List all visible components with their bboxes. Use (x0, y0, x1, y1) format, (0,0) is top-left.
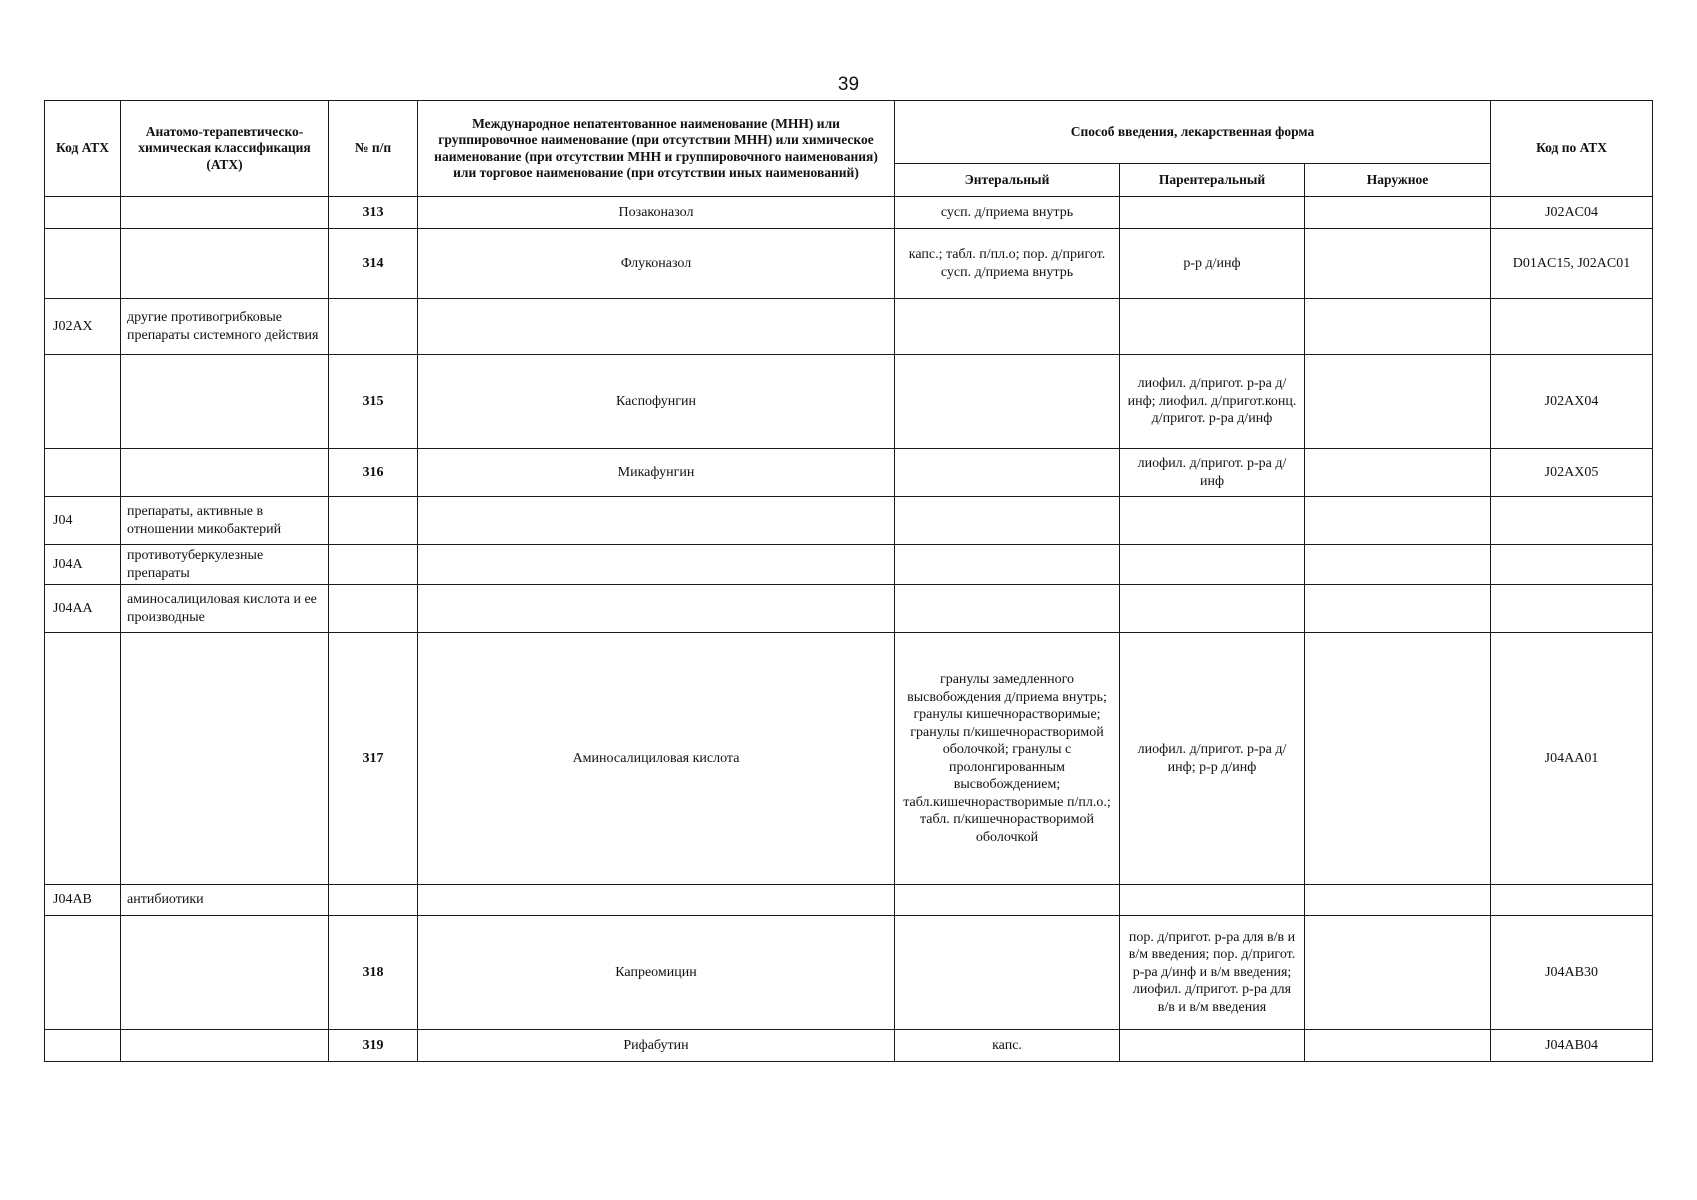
cell-code-atx: J02AX (45, 299, 121, 355)
header-classification: Анатомо-терапевтическо-химическая классификация (АТХ) (121, 101, 329, 197)
cell-atx-code (1491, 545, 1653, 585)
cell-atx-code: J02AX04 (1491, 355, 1653, 449)
cell-drug-name (418, 885, 895, 916)
cell-drug-name: Капреомицин (418, 916, 895, 1030)
cell-number (329, 585, 418, 633)
table-row (45, 229, 1653, 299)
table-row (45, 633, 1653, 885)
cell-number (329, 497, 418, 545)
table-row (45, 545, 1653, 585)
cell-drug-name (418, 497, 895, 545)
header-code-atx: Код АТХ (45, 101, 121, 197)
cell-code-atx (45, 1030, 121, 1062)
cell-classification (121, 229, 329, 299)
table-row (45, 197, 1653, 229)
cell-atx-code: J04AB30 (1491, 916, 1653, 1030)
cell-enteral (895, 497, 1120, 545)
drug-table (44, 100, 1653, 1062)
table-row (45, 299, 1653, 355)
cell-parenteral (1120, 299, 1305, 355)
cell-parenteral (1120, 1030, 1305, 1062)
cell-parenteral: лиофил. д/пригот. р-ра д/инф; лиофил. д/пригот.конц. д/пригот. р-ра д/инф (1120, 355, 1305, 449)
cell-topical (1305, 299, 1491, 355)
cell-code-atx (45, 449, 121, 497)
cell-code-atx (45, 633, 121, 885)
cell-number: 318 (329, 916, 418, 1030)
cell-enteral: капс. (895, 1030, 1120, 1062)
header-route: Способ введения, лекарственная форма (895, 101, 1491, 164)
cell-topical (1305, 355, 1491, 449)
cell-parenteral (1120, 585, 1305, 633)
header-topical: Наружное (1305, 164, 1491, 197)
cell-topical (1305, 497, 1491, 545)
table-header (45, 101, 1653, 197)
cell-number: 313 (329, 197, 418, 229)
cell-number (329, 299, 418, 355)
cell-classification: другие противогрибковые препараты системного действия (121, 299, 329, 355)
cell-parenteral (1120, 885, 1305, 916)
cell-drug-name: Микафунгин (418, 449, 895, 497)
cell-classification (121, 1030, 329, 1062)
table-row (45, 885, 1653, 916)
cell-enteral (895, 355, 1120, 449)
cell-atx-code (1491, 585, 1653, 633)
cell-number: 319 (329, 1030, 418, 1062)
cell-drug-name: Флуконазол (418, 229, 895, 299)
cell-topical (1305, 633, 1491, 885)
cell-topical (1305, 197, 1491, 229)
cell-number (329, 545, 418, 585)
cell-topical (1305, 1030, 1491, 1062)
cell-code-atx (45, 197, 121, 229)
table-row (45, 1030, 1653, 1062)
cell-code-atx (45, 916, 121, 1030)
cell-atx-code: J04AB04 (1491, 1030, 1653, 1062)
cell-classification (121, 449, 329, 497)
table-row (45, 355, 1653, 449)
cell-atx-code: D01AC15, J02AC01 (1491, 229, 1653, 299)
table-body (45, 197, 1653, 1062)
cell-drug-name: Позаконазол (418, 197, 895, 229)
cell-topical (1305, 449, 1491, 497)
cell-enteral: гранулы замедленного высвобождения д/приема внутрь; гранулы кишечнорастворимые; гранулы п/кишечнорастворимой оболочкой; гранулы с пролонгированным высвобождением; табл.кишечнорастворимые п/пл.о.; табл. п/кишечнорастворимой оболочкой (895, 633, 1120, 885)
table-row (45, 916, 1653, 1030)
cell-classification (121, 355, 329, 449)
cell-drug-name (418, 585, 895, 633)
cell-parenteral (1120, 497, 1305, 545)
cell-number: 314 (329, 229, 418, 299)
cell-code-atx: J04 (45, 497, 121, 545)
cell-classification (121, 633, 329, 885)
cell-enteral: капс.; табл. п/пл.о; пор. д/пригот. сусп. д/приема внутрь (895, 229, 1120, 299)
cell-parenteral: лиофил. д/пригот. р-ра д/инф; р-р д/инф (1120, 633, 1305, 885)
cell-drug-name (418, 545, 895, 585)
cell-drug-name: Каспофунгин (418, 355, 895, 449)
cell-enteral (895, 449, 1120, 497)
header-parenteral: Парентеральный (1120, 164, 1305, 197)
header-atx-code: Код по АТХ (1491, 101, 1653, 197)
cell-topical (1305, 229, 1491, 299)
cell-number (329, 885, 418, 916)
table-row (45, 449, 1653, 497)
cell-enteral (895, 299, 1120, 355)
cell-parenteral (1120, 545, 1305, 585)
cell-code-atx (45, 229, 121, 299)
cell-parenteral: р-р д/инф (1120, 229, 1305, 299)
cell-drug-name: Рифабутин (418, 1030, 895, 1062)
cell-atx-code: J02AX05 (1491, 449, 1653, 497)
cell-code-atx: J04A (45, 545, 121, 585)
cell-topical (1305, 585, 1491, 633)
cell-classification: антибиотики (121, 885, 329, 916)
cell-number: 315 (329, 355, 418, 449)
cell-parenteral: лиофил. д/пригот. р-ра д/инф (1120, 449, 1305, 497)
cell-classification (121, 197, 329, 229)
cell-atx-code: J02AC04 (1491, 197, 1653, 229)
header-number: № п/п (329, 101, 418, 197)
cell-code-atx: J04AA (45, 585, 121, 633)
cell-atx-code (1491, 299, 1653, 355)
cell-drug-name: Аминосалициловая кислота (418, 633, 895, 885)
cell-atx-code (1491, 497, 1653, 545)
cell-code-atx (45, 355, 121, 449)
cell-code-atx: J04AB (45, 885, 121, 916)
cell-topical (1305, 885, 1491, 916)
cell-classification: противотуберкулезные препараты (121, 545, 329, 585)
page-number: 39 (837, 74, 860, 95)
cell-number: 317 (329, 633, 418, 885)
cell-drug-name (418, 299, 895, 355)
cell-enteral (895, 885, 1120, 916)
cell-classification: препараты, активные в отношении микобактерий (121, 497, 329, 545)
cell-number: 316 (329, 449, 418, 497)
cell-topical (1305, 916, 1491, 1030)
cell-topical (1305, 545, 1491, 585)
header-drug-name: Международное непатентованное наименование (МНН) или группировочное наименование (при отсутствии МНН) или химическое наименование (при отсутствии МНН и группировочного наименования) или торговое наименование (при отсутствии иных наименований) (418, 101, 895, 197)
header-enteral: Энтеральный (895, 164, 1120, 197)
cell-enteral (895, 545, 1120, 585)
cell-enteral: сусп. д/приема внутрь (895, 197, 1120, 229)
cell-atx-code (1491, 885, 1653, 916)
cell-enteral (895, 916, 1120, 1030)
cell-classification (121, 916, 329, 1030)
cell-parenteral: пор. д/пригот. р-ра для в/в и в/м введения; пор. д/пригот. р-ра д/инф и в/м введения; лиофил. д/пригот. р-ра для в/в и в/м введения (1120, 916, 1305, 1030)
table-row (45, 585, 1653, 633)
cell-classification: аминосалициловая кислота и ее производные (121, 585, 329, 633)
cell-enteral (895, 585, 1120, 633)
cell-atx-code: J04AA01 (1491, 633, 1653, 885)
cell-parenteral (1120, 197, 1305, 229)
table-row (45, 497, 1653, 545)
